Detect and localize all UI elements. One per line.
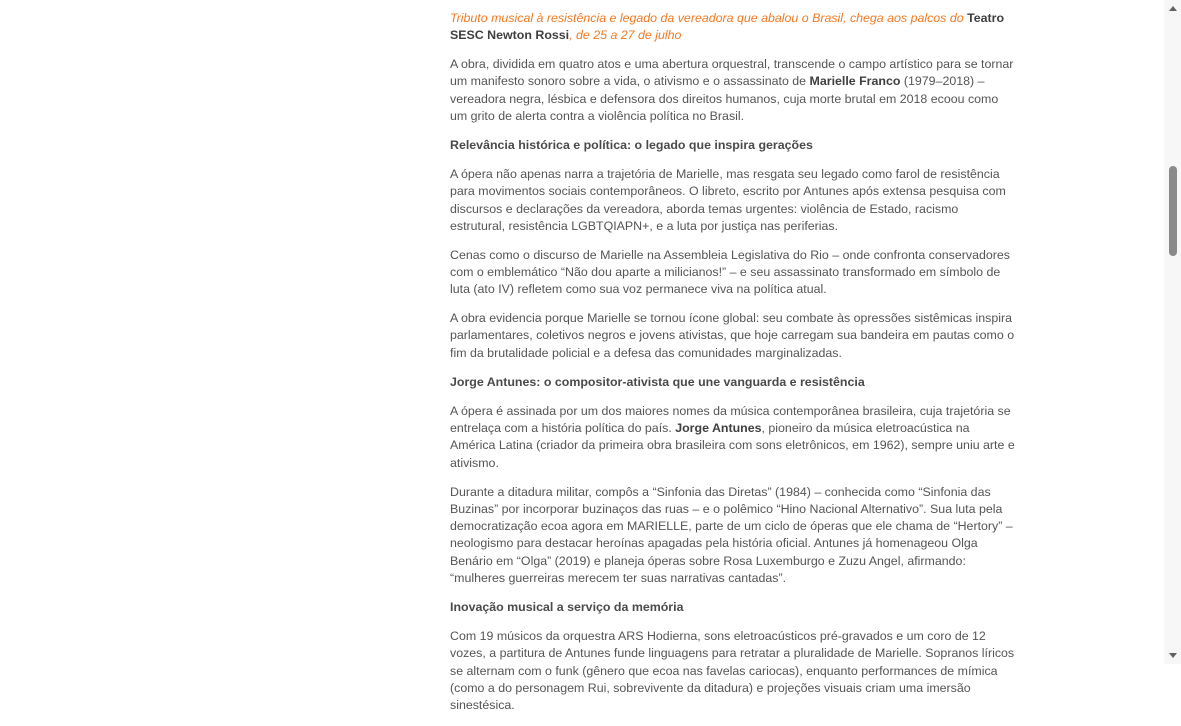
section-heading: Inovação musical a serviço da memória bbox=[450, 599, 684, 614]
article-lead bbox=[450, 10, 1015, 45]
paragraph: A ópera não apenas narra a trajetória de Marielle, mas resgata seu legado como farol de resistência para movimentos sociais contemporâneos. O libreto, escrito por Antunes após extensa pesquisa com discursos e declarações da vereadora, aborda temas urgentes: violência de Estado, racismo estrutural, resistência LGBTQIAPN+, e a luta por justiça nas periferias. bbox=[450, 167, 1006, 233]
paragraph-text: A ópera é assinada por um dos maiores nomes da música contemporânea brasileira, cuja trajetória se entrelaça com a história política do país. bbox=[450, 403, 1011, 436]
article-body bbox=[450, 10, 1015, 726]
paragraph bbox=[450, 56, 1015, 125]
section-heading: Relevância histórica e política: o legado que inspira gerações bbox=[450, 137, 813, 152]
paragraph bbox=[450, 403, 1015, 472]
lead-text-1: Tributo musical à resistência e legado da vereadora que abalou o Brasil, chega aos palcos do bbox=[450, 11, 968, 25]
paragraph-text: (1979–2018) – vereadora negra, lésbica e defensora dos direitos humanos, cuja morte brutal em 2018 ecoou como um grito de alerta contra a violência política no Brasil. bbox=[450, 74, 999, 123]
paragraph: Cenas como o discurso de Marielle na Assembleia Legislativa do Rio – onde confronta conservadores com o emblemático “Não dou aparte a milicianos!” – e seu assassinato transformado em símbolo de luta (ato IV) refletem como sua voz permanece viva na política atual. bbox=[450, 247, 1010, 297]
scroll-up-button[interactable] bbox=[1164, 0, 1181, 17]
triangle-down-icon bbox=[1169, 653, 1177, 658]
paragraph-bold: Marielle Franco bbox=[809, 74, 901, 89]
lead-venue: Teatro SESC Newton Rossi bbox=[450, 11, 1005, 43]
vertical-scrollbar[interactable] bbox=[1164, 0, 1181, 664]
paragraph: A obra evidencia porque Marielle se tornou ícone global: seu combate às opressões sistêmicas inspira parlamentares, coletivos negros e jovens ativistas, que hoje carregam sua bandeira em pautas como o fim da brutalidade policial e a defesa das comunidades marginalizadas. bbox=[450, 311, 1015, 360]
lead-text-2: , de 25 a 27 de julho bbox=[569, 28, 682, 43]
paragraph: Durante a ditadura militar, compôs a “Sinfonia das Diretas” (1984) – conhecida como “Sinfonia das Buzinas” por incorporar buzinaços das ruas – e o polêmico “Hino Nacional Alternativo”. Sua luta pela democratização ecoa agora em MARIELLE, parte de um ciclo de óperas que ele chama de “Hertory” – neologismo para destacar heroínas apagadas pela história oficial. Antunes já homenageou Olga Benário em “Olga” (2019) e planeja óperas sobre Rosa Luxemburgo e Zuzu Angel, afirmando: “mulheres guerreiras merecem ter suas narrativas cantadas”. bbox=[450, 484, 1013, 586]
paragraph: Com 19 músicos da orquestra ARS Hodierna, sons eletroacústicos pré-gravados e um coro de 12 vozes, a partitura de Antunes funde linguagens para retratar a pluralidade de Marielle. Sopranos líricos se alternam com o funk (gênero que ecoa nas favelas cariocas), enquanto performances de mímica (como a do personagem Rui, sobrevivente da ditadura) e projeções visuais criam uma imersão sinestésica. bbox=[450, 629, 1015, 713]
section-heading: Jorge Antunes: o compositor-ativista que une vanguarda e resistência bbox=[450, 374, 865, 389]
scrollbar-thumb[interactable] bbox=[1169, 166, 1177, 256]
paragraph-text: , pioneiro da música eletroacústica na América Latina (criador da primeira obra brasileira com sons eletrônicos, em 1962), sempre uniu arte e ativismo. bbox=[450, 421, 1015, 470]
scroll-down-button[interactable] bbox=[1164, 647, 1181, 664]
paragraph-text: A obra, dividida em quatro atos e uma abertura orquestral, transcende o campo artístico para se tornar um manifesto sonoro sobre a vida, o ativismo e o assassinato de bbox=[450, 57, 1014, 89]
triangle-up-icon bbox=[1169, 6, 1177, 11]
paragraph-bold: Jorge Antunes bbox=[675, 421, 762, 436]
